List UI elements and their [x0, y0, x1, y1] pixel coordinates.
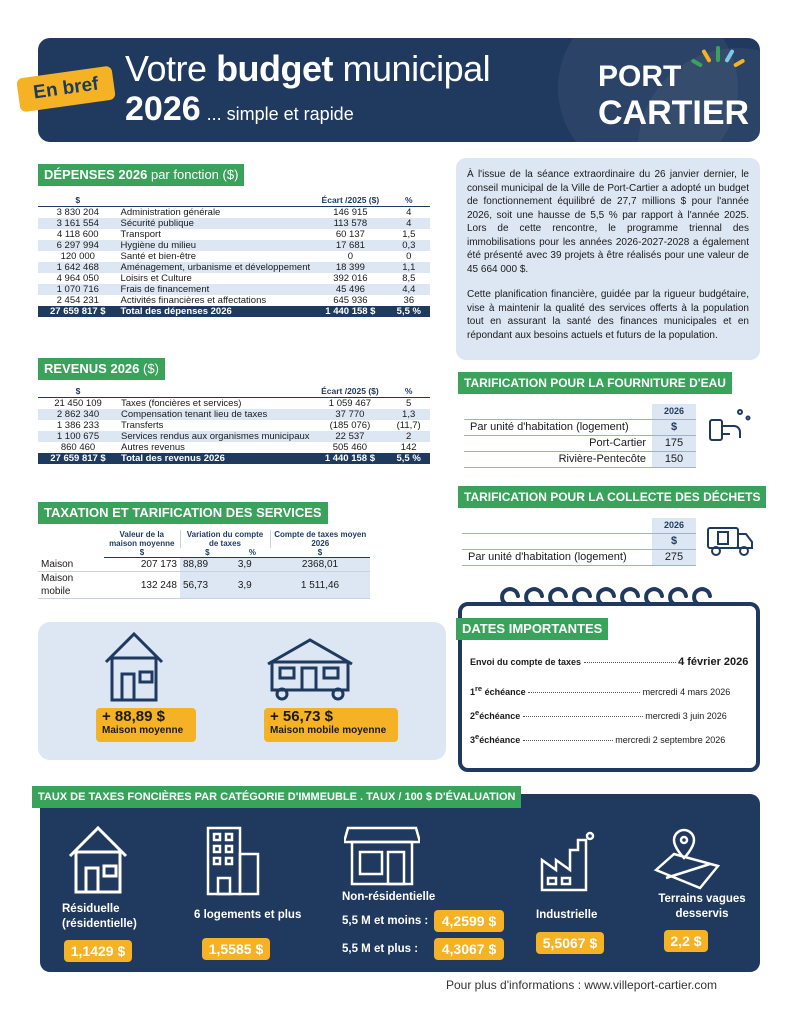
table-cell: 120 000: [60, 251, 95, 262]
taxation-heading: TAXATION ET TARIFICATION DES SERVICES: [38, 502, 328, 524]
table-cell: 36: [403, 295, 415, 306]
table-cell: 4,4: [388, 284, 430, 295]
depenses-heading: DÉPENSES 2026 par fonction ($): [38, 164, 244, 186]
revenus-table: [38, 386, 430, 464]
col-header: [118, 195, 314, 207]
table-cell: 1 100 675: [38, 431, 118, 442]
residuelle-value: 1,1429 $: [64, 940, 132, 962]
table-cell: 2 862 340: [38, 409, 118, 420]
table-cell: 3 830 204: [56, 207, 99, 218]
table-row: [38, 240, 430, 251]
table-cell: 4: [388, 218, 430, 229]
table-row: [38, 262, 430, 273]
table-cell: 18 399: [313, 262, 388, 273]
table-cell: 1 440 158 $: [313, 453, 388, 464]
terrains-vagues-value: 2,2 $: [664, 930, 708, 952]
mobile-home-icon: [260, 636, 360, 702]
taux-heading: TAUX DE TAXES FONCIÈRES PAR CATÉGORIE D'IMMEUBLE . TAUX / 100 $ D'ÉVALUATION: [32, 786, 521, 808]
echeance-1-row: 1re échéance mercredi 4 mars 2026: [470, 684, 731, 697]
table-cell: Taxes (foncières et services): [121, 398, 242, 409]
house-icon: [66, 824, 130, 894]
table-cell: Santé et bien-être: [120, 251, 197, 262]
table-row: [38, 218, 430, 229]
table-cell: Loisirs et Culture: [120, 273, 192, 284]
houses-panel: [38, 622, 446, 760]
en-bref-badge: En bref: [16, 65, 116, 112]
table-cell: 21 450 109: [54, 398, 102, 409]
storefront-icon: [344, 824, 420, 888]
table-cell: Total des revenus 2026: [118, 453, 313, 464]
table-cell: (185 076): [329, 420, 371, 431]
table-cell: 2 454 231: [56, 295, 99, 306]
residuelle-label: Résiduelle (résidentielle): [62, 903, 137, 930]
depenses-table: [38, 195, 430, 317]
intro-paragraph-1: À l'issue de la séance extraordinaire du 26 janvier dernier, le conseil municipal de la Ville de Port-Cartier a adopté un budget de fonctionnement équilibré de 27,7 millions $ pour l'année 2026, soit une hausse de 5,5 % par rapport à l'année 2025. Lors de cette rencontre, le programme triennal des immobilisations pour les années 2026-2027-2028 a également été présenté avec 39 projets à être réalisés pour une valeur de 45 664 000 $.: [467, 169, 749, 275]
table-cell: 1 440 158 $: [313, 306, 388, 317]
table-cell: Administration générale: [120, 207, 221, 218]
col-header: %: [388, 195, 430, 207]
nonres-moins-label: 5,5 M et moins :: [342, 915, 429, 927]
table-row: [38, 409, 430, 420]
table-cell: 0: [406, 251, 412, 262]
table-cell: 60 137: [335, 229, 365, 240]
col-header: Écart /2025 ($): [313, 195, 388, 207]
table-row: [38, 431, 430, 442]
sun-logo-icon: [678, 44, 758, 84]
table-cell: 5,5 %: [387, 453, 430, 464]
table-cell: 37 770: [313, 409, 388, 420]
industrielle-label: Industrielle: [536, 909, 598, 921]
col-header: Écart /2025 ($): [313, 386, 388, 398]
industrielle-value: 5,5067 $: [536, 932, 604, 954]
table-cell: 113 578: [313, 218, 388, 229]
table-cell: Activités financières et affectations: [120, 295, 267, 306]
eau-row-label: Par unité d'habitation (logement): [464, 420, 652, 436]
water-tap-icon: [706, 404, 754, 448]
six-logements-label: 6 logements et plus: [194, 909, 302, 921]
intro-box: [456, 158, 760, 360]
table-cell: 5: [406, 398, 412, 409]
nonres-moins-value: 4,2599 $: [434, 910, 504, 932]
table-cell: 645 936: [333, 295, 368, 306]
table-cell: 4 118 600: [56, 229, 99, 240]
table-cell: Total des dépenses 2026: [118, 306, 314, 317]
table-cell: 142: [400, 442, 417, 453]
table-cell: Frais de financement: [118, 284, 314, 295]
table-cell: 860 460: [60, 442, 96, 453]
table-cell: Aménagement, urbanisme et développement: [118, 262, 314, 273]
logo-port: PORT: [598, 60, 682, 93]
table-cell: 1 642 468: [38, 262, 118, 273]
mobile-home-variation-badge: + 56,73 $ Maison mobile moyenne: [264, 708, 398, 742]
table-cell: Transferts: [121, 420, 164, 431]
table-cell: 27 659 817 $: [38, 306, 118, 317]
table-cell: 1 386 233: [56, 420, 100, 431]
building-icon: [204, 824, 262, 896]
table-cell: Transport: [120, 229, 161, 240]
table-row: [38, 442, 430, 453]
echeance-3-row: 3eéchéance mercredi 2 septembre 2026: [470, 732, 726, 745]
total-row: [38, 306, 430, 317]
table-cell: 3 161 554: [38, 218, 118, 229]
table-row: [38, 420, 430, 431]
table-cell: 17 681: [313, 240, 388, 251]
house-variation-badge: + 88,89 $ Maison moyenne: [96, 708, 196, 742]
table-cell: 2: [387, 431, 430, 442]
revenus-heading: REVENUS 2026 ($): [38, 358, 165, 380]
house-icon: [102, 628, 166, 704]
envoi-row: Envoi du compte de taxes 4 février 2026: [470, 656, 749, 668]
dechets-heading: TARIFICATION POUR LA COLLECTE DES DÉCHETS: [458, 486, 766, 508]
map-pin-icon: [652, 826, 722, 892]
table-cell: 4 964 050: [56, 273, 99, 284]
six-logements-value: 1,5585 $: [202, 938, 270, 960]
table-cell: 0: [347, 251, 354, 262]
table-cell: 1 059 467: [328, 398, 372, 409]
table-cell: Compensation tenant lieu de taxes: [118, 409, 313, 420]
table-row: [38, 295, 430, 306]
table-cell: 45 496: [313, 284, 388, 295]
table-cell: Autres revenus: [121, 442, 185, 453]
table-row: [38, 207, 430, 219]
table-cell: Sécurité publique: [118, 218, 314, 229]
table-cell: (11,7): [396, 420, 421, 431]
non-residentielle-label: Non-résidentielle: [342, 891, 436, 903]
nonres-plus-label: 5,5 M et plus :: [342, 943, 419, 955]
table-cell: 1,3: [387, 409, 430, 420]
table-cell: 5,5 %: [388, 306, 430, 317]
table-row: [38, 229, 430, 240]
table-cell: Services rendus aux organismes municipaux: [118, 431, 313, 442]
garbage-truck-icon: [706, 524, 756, 558]
table-cell: 392 016: [333, 273, 368, 284]
page-title: Votre budget municipal: [125, 48, 491, 89]
taxation-table: Valeur de la maison moyenne Variation du compte de taxes Compte de taxes moyen 2026 $ $ % $ Maison 207 173 88,89 3,9 2368,01 Maison mobile 132 248 56,73 3,9 1 511,46: [38, 530, 370, 599]
nonres-plus-value: 4,3067 $: [434, 938, 504, 960]
table-cell: 8,5: [402, 273, 416, 284]
table-cell: 146 915: [333, 207, 368, 218]
table-row: [38, 273, 430, 284]
eau-table: 2026 Par unité d'habitation (logement) $ Port-Cartier 175 Rivière-Pentecôte 150: [464, 404, 696, 468]
col-header: $: [38, 195, 118, 207]
table-row: [38, 284, 430, 295]
eau-heading: TARIFICATION POUR LA FOURNITURE D'EAU: [458, 372, 732, 394]
col-header: $: [38, 386, 118, 398]
logo-cartier: CARTIER: [598, 94, 750, 132]
table-cell: 505 460: [332, 442, 368, 453]
table-cell: 22 537: [313, 431, 388, 442]
table-cell: 27 659 817 $: [38, 453, 118, 464]
page-year: 2026 ... simple et rapide: [125, 90, 354, 128]
table-row: [38, 251, 430, 262]
table-cell: Hygiène du milieu: [118, 240, 314, 251]
table-cell: 1,1: [388, 262, 430, 273]
table-cell: 0,3: [388, 240, 430, 251]
table-row: [38, 398, 430, 410]
table-cell: 1 070 716: [38, 284, 118, 295]
table-cell: 1,5: [402, 229, 416, 240]
echeance-2-row: 2eéchéance mercredi 3 juin 2026: [470, 708, 727, 721]
eau-year: 2026: [652, 404, 696, 420]
terrains-vagues-label: Terrains vagues desservis: [658, 893, 746, 920]
col-header: [118, 386, 313, 398]
intro-paragraph-2: Cette planification financière, guidée par la rigueur budgétaire, vise à maintenir la qualité des services offerts à la population tout en assurant la santé des finances municipales et en répondant aux besoins actuels et futurs de la population.: [467, 289, 749, 341]
total-row: [38, 453, 430, 464]
factory-icon: [538, 830, 602, 892]
dechets-table: 2026 $ Par unité d'habitation (logement) 275: [462, 518, 696, 566]
footer-link[interactable]: Pour plus d'informations : www.villeport-cartier.com: [446, 978, 718, 992]
table-cell: 4: [406, 207, 412, 218]
dates-heading: DATES IMPORTANTES: [456, 618, 608, 640]
table-cell: 6 297 994: [38, 240, 118, 251]
col-header: %: [387, 386, 430, 398]
